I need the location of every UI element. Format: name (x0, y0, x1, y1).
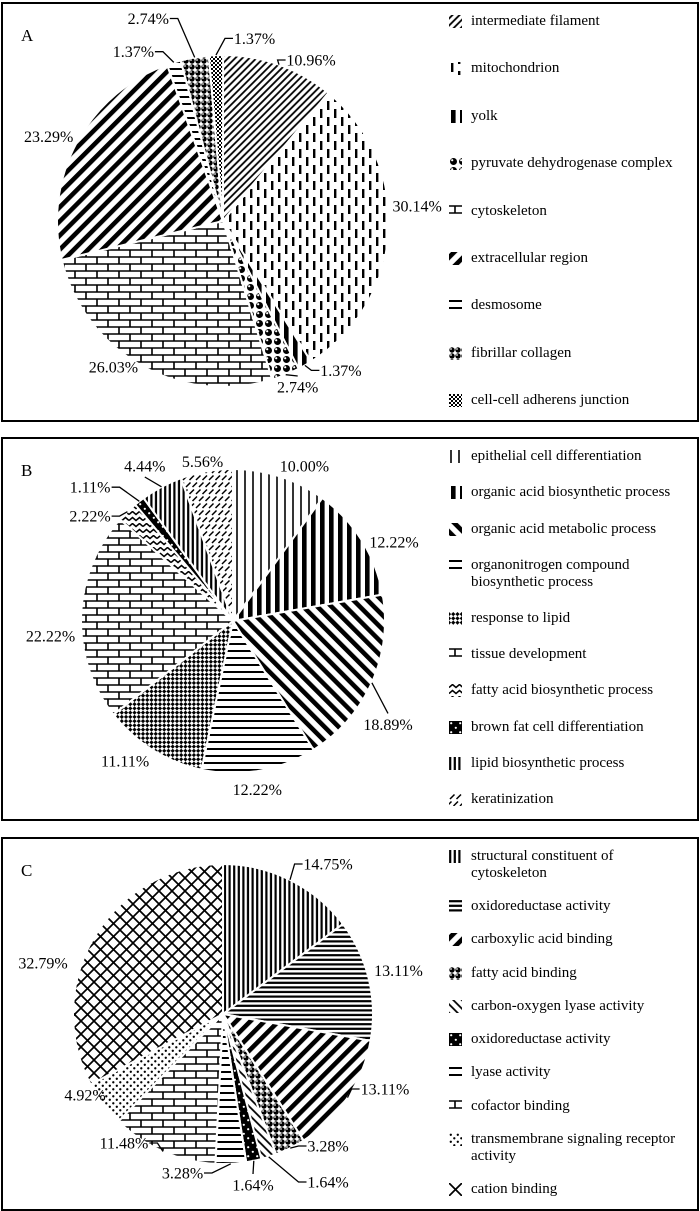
legend-label: cytoskeleton (471, 202, 547, 219)
dash-diag-rows-swatch-icon (449, 793, 462, 806)
legend-item (449, 13, 691, 30)
legend-item (449, 392, 691, 409)
label-leader-line (216, 38, 233, 55)
label-leader-line (170, 19, 195, 58)
slice-percent-label: 12.22% (369, 534, 419, 552)
legend-item (449, 108, 691, 125)
legend-label: cation binding (471, 1181, 558, 1198)
legend-item (449, 1064, 691, 1081)
black-dots-swatch-icon (449, 1033, 462, 1046)
legend-label: epithelial cell differentiation (471, 448, 642, 464)
diag-thick-back-swatch-icon (449, 523, 462, 536)
label-leader-line (372, 683, 388, 714)
legend-label: oxidoreductase activity (471, 1031, 611, 1048)
legend-item (449, 646, 691, 663)
legend-label: organic acid metabolic process (471, 520, 657, 537)
legend-item (449, 448, 691, 465)
slice-percent-label: 1.37% (112, 44, 155, 62)
lines-horizontal-swatch-icon (449, 1066, 462, 1079)
slice-percent-label: 10.96% (286, 52, 336, 70)
slice-percent-label: 4.44% (124, 458, 166, 476)
dots-fine-swatch-icon (449, 1133, 462, 1146)
panel-B (1, 437, 699, 821)
slice-percent-label: 23.29% (24, 128, 74, 146)
slice-percent-label: 14.75% (303, 856, 353, 874)
lines-horizontal-swatch-icon (449, 559, 462, 572)
slice-percent-label: 11.48% (99, 1135, 149, 1153)
label-leader-line (204, 1164, 231, 1173)
slice-percent-label: 1.64% (232, 1177, 274, 1195)
brick-swatch-icon (449, 205, 462, 218)
legend-label: carbon-oxygen lyase activity (471, 997, 645, 1014)
legend-label: keratinization (471, 791, 554, 808)
legend-label: response to lipid (471, 609, 571, 626)
legend-item (449, 557, 691, 591)
legend-label: brown fat cell differentiation (471, 718, 644, 735)
panel-letter-A: A (21, 26, 34, 45)
slice-percent-label: 3.28% (161, 1165, 204, 1183)
slice-percent-label: 1.37% (320, 362, 362, 380)
legend-item (449, 898, 691, 915)
slice-percent-label: 13.11% (374, 963, 423, 980)
legend-label: cell-cell adherens junction (471, 392, 630, 409)
panel-A (1, 2, 699, 422)
legend-label: desmosome (471, 297, 542, 314)
slice-percent-label: 18.89% (363, 716, 413, 734)
panel-letter-C: C (21, 861, 33, 880)
legend-A (449, 4, 691, 420)
legend-label: organonitrogen compound biosynthetic process (471, 556, 630, 590)
legend-item (449, 719, 691, 736)
legend-label: lyase activity (471, 1064, 551, 1081)
legend-item (449, 755, 691, 772)
legend-item (449, 484, 691, 501)
legend-item (449, 345, 691, 362)
legend-item (449, 1131, 691, 1165)
waves-swatch-icon (449, 684, 462, 697)
legend-label: mitochondrion (471, 60, 560, 77)
label-leader-line (269, 1157, 307, 1182)
legend-label: lipid biosynthetic process (471, 754, 625, 771)
brick-swatch-icon (449, 648, 462, 661)
legend-label: cofactor binding (471, 1097, 570, 1114)
diag-thick-fwd-swatch-icon (449, 252, 462, 265)
diag-thin-back-swatch-icon (449, 1000, 462, 1013)
lines-horizontal-swatch-icon (449, 299, 462, 312)
legend-item (449, 848, 691, 882)
label-leader-line (155, 52, 174, 63)
slice-percent-label: 11.11% (101, 753, 150, 771)
label-leader-line (290, 864, 303, 880)
legend-C (449, 839, 691, 1209)
scientific-figure (0, 2, 700, 1211)
slice-percent-label: 10.00% (279, 458, 330, 476)
legend-item (449, 203, 691, 220)
slice-percent-label: 32.79% (18, 955, 68, 973)
legend-label: fatty acid biosynthetic process (471, 682, 654, 699)
label-leader-line (286, 375, 298, 376)
slice-percent-label: 3.28% (307, 1138, 349, 1156)
legend-item (449, 931, 691, 948)
legend-label: intermediate filament (471, 13, 600, 29)
slice-percent-label: 2.22% (69, 508, 111, 526)
lines-vertical-thin-swatch-icon (449, 450, 462, 463)
legend-item (449, 1181, 691, 1198)
slice-percent-label: 5.56% (181, 453, 224, 471)
beads-dense-swatch-icon (449, 967, 462, 980)
beads-swatch-icon (449, 157, 462, 170)
lines-vertical-dense-swatch-icon (449, 757, 462, 770)
label-leader-line (305, 365, 320, 370)
brick-swatch-icon (449, 1100, 462, 1113)
diag-thin-fwd-swatch-icon (449, 15, 462, 28)
legend-label: extracellular region (471, 249, 589, 266)
legend-label: transmembrane signaling receptor activity (471, 1131, 676, 1164)
label-leader-line (253, 1161, 254, 1174)
dash-vertical-swatch-icon (449, 62, 462, 75)
legend-item (449, 297, 691, 314)
slice-percent-label: 12.22% (232, 782, 282, 800)
slice-percent-label: 22.22% (25, 628, 76, 646)
checker-fine-swatch-icon (449, 394, 462, 407)
legend-item (449, 610, 691, 627)
legend-item (449, 682, 691, 699)
bars-vertical-swatch-icon (449, 486, 462, 499)
label-leader-line (278, 60, 286, 65)
label-leader-line (112, 487, 140, 501)
legend-label: fibrillar collagen (471, 344, 572, 361)
label-leader-line (145, 477, 162, 487)
legend-label: yolk (471, 107, 498, 124)
legend-label: organic acid biosynthetic process (471, 484, 671, 501)
slice-percent-label: 1.37% (233, 30, 276, 48)
legend-label: oxidoreductase activity (471, 898, 611, 915)
weave-swatch-icon (449, 612, 462, 625)
legend-item (449, 998, 691, 1015)
slice-percent-label: 26.03% (88, 359, 139, 377)
legend-label: carboxylic acid binding (471, 931, 613, 948)
legend-label: tissue development (471, 646, 587, 663)
legend-item (449, 521, 691, 538)
legend-label: fatty acid binding (471, 964, 577, 981)
legend-B (449, 439, 691, 819)
panel-C (1, 837, 699, 1211)
legend-item (449, 1031, 691, 1048)
diag-thick-fwd-swatch-icon (449, 933, 462, 946)
legend-item (449, 155, 691, 172)
black-dots-swatch-icon (449, 721, 462, 734)
slice-percent-label: 2.74% (277, 379, 319, 397)
slice-percent-label: 4.92% (64, 1087, 106, 1105)
lines-vertical-dense-swatch-icon (449, 850, 462, 863)
legend-item (449, 791, 691, 808)
slice-percent-label: 1.64% (307, 1174, 349, 1192)
slice-percent-label: 30.14% (392, 198, 442, 216)
diamond-lattice-swatch-icon (449, 1183, 462, 1196)
slice-percent-label: 2.74% (127, 11, 169, 28)
slice-percent-label: 1.11% (69, 479, 111, 497)
lines-horizontal-dense-swatch-icon (449, 900, 462, 913)
legend-item (449, 965, 691, 982)
legend-item (449, 60, 691, 77)
slice-percent-label: 13.11% (360, 1081, 410, 1099)
legend-item (449, 1098, 691, 1115)
bars-vertical-swatch-icon (449, 110, 462, 123)
legend-label: pyruvate dehydrogenase complex (471, 155, 673, 172)
panel-letter-B: B (21, 461, 33, 480)
legend-label: structural constituent of cytoskeleton (471, 848, 614, 881)
beads-dense-swatch-icon (449, 347, 462, 360)
legend-item (449, 250, 691, 267)
